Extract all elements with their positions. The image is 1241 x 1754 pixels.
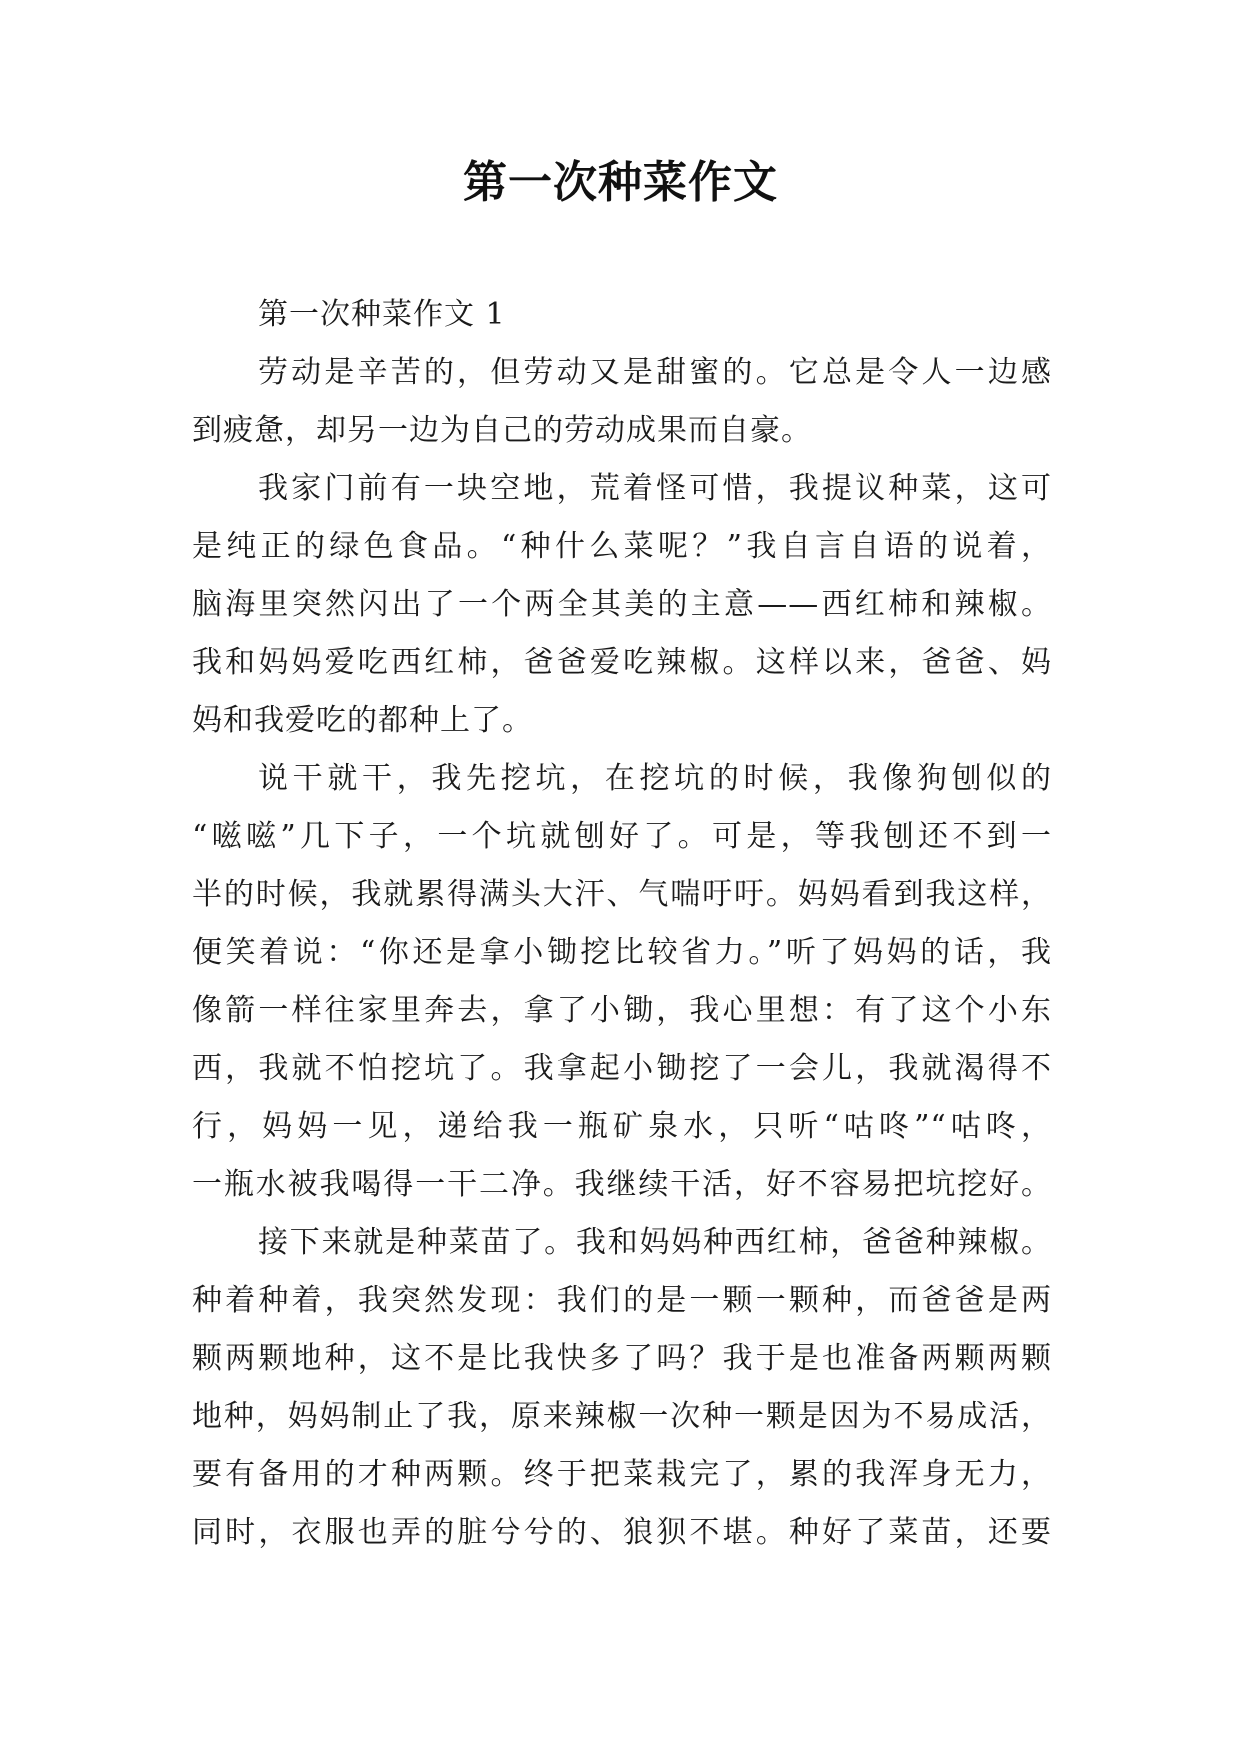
paragraph-line: 要有备用的才种两颗。终于把菜栽完了，累的我浑身无力， bbox=[192, 1457, 1052, 1492]
paragraph-line: 行，妈妈一见，递给我一瓶矿泉水，只听“咕咚”“咕咚， bbox=[192, 1109, 1052, 1144]
paragraph-line: 颗两颗地种，这不是比我快多了吗？我于是也准备两颗两颗 bbox=[192, 1341, 1052, 1376]
paragraph-line: 说干就干，我先挖坑，在挖坑的时候，我像狗刨似的 bbox=[258, 761, 1052, 796]
document-title: 第一次种菜作文 bbox=[463, 157, 778, 208]
document-body bbox=[192, 286, 1052, 1562]
section-heading: 第一次种菜作文 1 bbox=[258, 297, 506, 332]
paragraph-line: 妈和我爱吃的都种上了。 bbox=[192, 703, 533, 738]
paragraph-line: “嗞嗞”几下子，一个坑就刨好了。可是，等我刨还不到一 bbox=[192, 819, 1052, 854]
paragraph-line: 到疲惫，却另一边为自己的劳动成果而自豪。 bbox=[192, 413, 812, 448]
paragraph-line: 西，我就不怕挖坑了。我拿起小锄挖了一会儿，我就渴得不 bbox=[192, 1051, 1052, 1086]
paragraph-line: 地种，妈妈制止了我，原来辣椒一次种一颗是因为不易成活， bbox=[192, 1399, 1052, 1434]
paragraph-line: 我家门前有一块空地，荒着怪可惜，我提议种菜，这可 bbox=[258, 471, 1052, 506]
paragraph-line: 一瓶水被我喝得一干二净。我继续干活，好不容易把坑挖好。 bbox=[192, 1167, 1052, 1202]
paragraph-line: 是纯正的绿色食品。“种什么菜呢？”我自言自语的说着， bbox=[192, 529, 1052, 564]
paragraph-line: 同时，衣服也弄的脏兮兮的、狼狈不堪。种好了菜苗，还要 bbox=[192, 1515, 1052, 1550]
paragraph-line: 像箭一样往家里奔去，拿了小锄，我心里想：有了这个小东 bbox=[192, 993, 1052, 1028]
paragraph-line: 我和妈妈爱吃西红柿，爸爸爱吃辣椒。这样以来，爸爸、妈 bbox=[192, 645, 1052, 680]
paragraph-line: 便笑着说：“你还是拿小锄挖比较省力。”听了妈妈的话，我 bbox=[192, 935, 1052, 970]
paragraph-line: 接下来就是种菜苗了。我和妈妈种西红柿，爸爸种辣椒。 bbox=[258, 1225, 1052, 1260]
paragraph-line: 种着种着，我突然发现：我们的是一颗一颗种，而爸爸是两 bbox=[192, 1283, 1052, 1318]
paragraph-line: 半的时候，我就累得满头大汗、气喘吁吁。妈妈看到我这样， bbox=[192, 877, 1052, 912]
paragraph-line: 劳动是辛苦的，但劳动又是甜蜜的。它总是令人一边感 bbox=[258, 355, 1052, 390]
paragraph-line: 脑海里突然闪出了一个两全其美的主意——西红柿和辣椒。 bbox=[192, 587, 1052, 622]
